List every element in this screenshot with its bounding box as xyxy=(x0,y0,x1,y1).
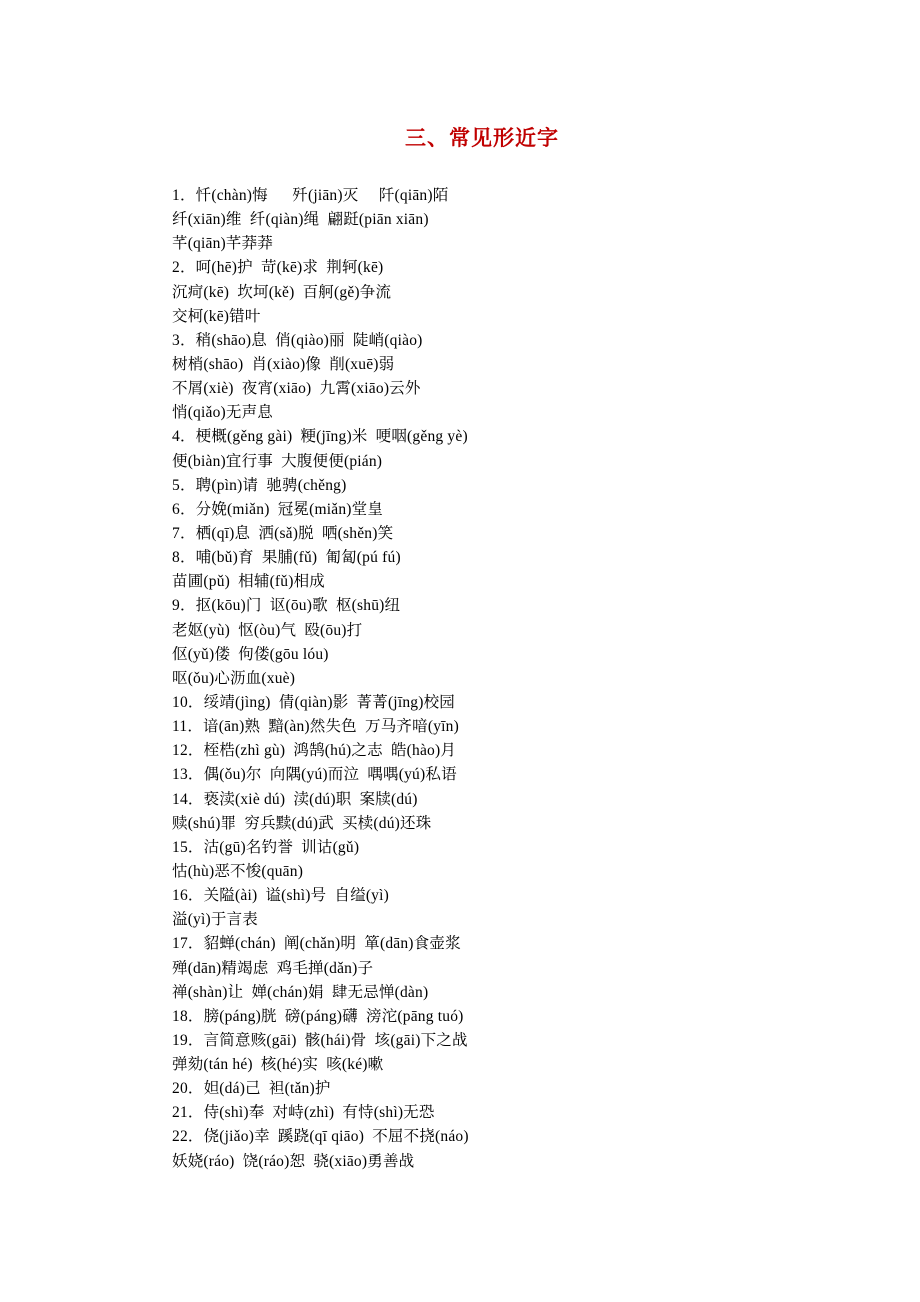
list-line: 19．言简意赅(gāi) 骸(hái)骨 垓(gāi)下之战 xyxy=(172,1031,468,1049)
list-line: 悄(qiǎo)无声息 xyxy=(172,404,274,422)
list-line: 禅(shàn)让 婵(chán)娟 肆无忌惮(dàn) xyxy=(172,983,429,1001)
list-line: 5．聘(pìn)请 驰骋(chěng) xyxy=(172,476,347,494)
list-line: 2．呵(hē)护 苛(kē)求 荆轲(kē) xyxy=(172,259,384,277)
list-line: 怙(hù)恶不悛(quān) xyxy=(172,862,304,880)
list-line: 不屑(xiè) 夜宵(xiāo) 九霄(xiāo)云外 xyxy=(172,380,421,398)
list-line: 21．侍(shì)奉 对峙(zhì) 有恃(shì)无恐 xyxy=(172,1104,435,1122)
list-line: 8．哺(bǔ)育 果脯(fǔ) 匍匐(pú fú) xyxy=(172,549,401,567)
list-line: 妖娆(ráo) 饶(ráo)恕 骁(xiāo)勇善战 xyxy=(172,1152,415,1170)
list-line: 沉疴(kē) 坎坷(kě) 百舸(gě)争流 xyxy=(172,283,392,301)
list-line: 7．栖(qī)息 洒(sǎ)脱 哂(shěn)笑 xyxy=(172,524,394,542)
list-line: 10．绥靖(jìng) 倩(qiàn)影 菁菁(jīng)校园 xyxy=(172,693,455,711)
list-line: 呕(ǒu)心沥血(xuè) xyxy=(172,669,296,687)
list-line: 18．膀(páng)胱 磅(páng)礴 滂沱(pāng tuó) xyxy=(172,1007,464,1025)
list-line: 老妪(yù) 怄(òu)气 殴(ōu)打 xyxy=(172,621,363,639)
list-line: 弹劾(tán hé) 核(hé)实 咳(ké)嗽 xyxy=(172,1056,384,1074)
list-line: 11．谙(ān)熟 黯(àn)然失色 万马齐喑(yīn) xyxy=(172,718,459,736)
list-line: 1．忏(chàn)悔 歼(jiān)灭 阡(qiān)陌 xyxy=(172,187,449,204)
list-line: 伛(yǔ)偻 佝偻(gōu lóu) xyxy=(172,645,329,663)
list-line: 芊(qiān)芊莽莽 xyxy=(172,235,274,253)
list-line: 3．稍(shāo)息 俏(qiào)丽 陡峭(qiào) xyxy=(172,331,423,349)
list-line: 苗圃(pǔ) 相辅(fǔ)相成 xyxy=(172,573,326,591)
list-line: 12．桎梏(zhì gù) 鸿鹄(hú)之志 皓(hào)月 xyxy=(172,742,457,760)
list-line: 殚(dān)精竭虑 鸡毛掸(dǎn)子 xyxy=(172,959,374,977)
list-line: 13．偶(ǒu)尔 向隅(yú)而泣 喁喁(yú)私语 xyxy=(172,766,457,784)
page-title: 三、常见形近字 xyxy=(405,126,559,150)
list-line: 交柯(kē)错叶 xyxy=(172,307,261,325)
list-line: 赎(shú)罪 穷兵黩(dú)武 买椟(dú)还珠 xyxy=(172,814,432,832)
list-line: 树梢(shāo) 肖(xiào)像 削(xuē)弱 xyxy=(172,355,395,373)
list-line: 20．妲(dá)己 袒(tǎn)护 xyxy=(172,1080,331,1098)
word-list xyxy=(172,184,872,1174)
list-line: 17．貂蝉(chán) 阐(chǎn)明 箪(dān)食壶浆 xyxy=(172,935,461,953)
list-line: 6．分娩(miǎn) 冠冕(miǎn)堂皇 xyxy=(172,500,384,518)
list-line: 4．梗概(gěng gài) 粳(jīng)米 哽咽(gěng yè) xyxy=(172,428,468,446)
list-line: 16．关隘(ài) 谥(shì)号 自缢(yì) xyxy=(172,887,390,905)
list-line: 溢(yì)于言表 xyxy=(172,911,258,929)
list-line: 9．抠(kōu)门 讴(ōu)歌 枢(shū)纽 xyxy=(172,597,401,615)
list-line: 便(biàn)宜行事 大腹便便(pián) xyxy=(172,452,383,470)
list-line: 纤(xiān)维 纤(qiàn)绳 翩跹(piān xiān) xyxy=(172,211,429,229)
list-line: 14．亵渎(xiè dú) 渎(dú)职 案牍(dú) xyxy=(172,790,418,808)
list-line: 15．沽(gū)名钓誉 训诂(gǔ) xyxy=(172,838,360,856)
list-line: 22．侥(jiǎo)幸 蹊跷(qī qiāo) 不屈不挠(náo) xyxy=(172,1128,469,1146)
